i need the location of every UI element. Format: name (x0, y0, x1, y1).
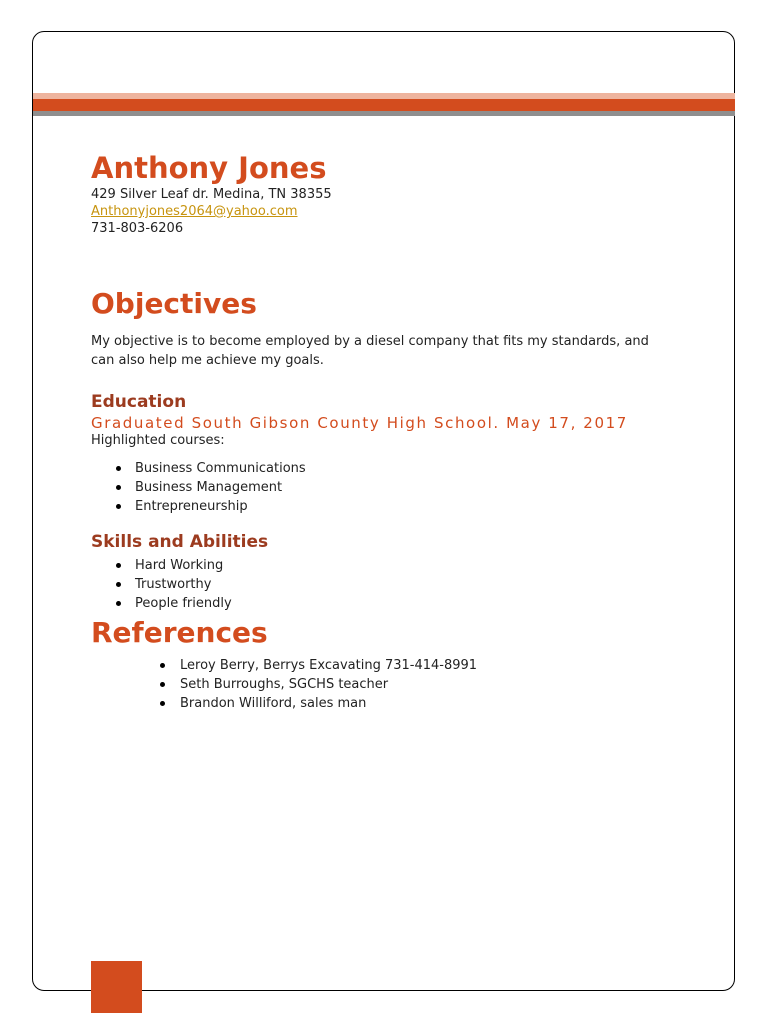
list-item (91, 575, 691, 594)
header-band-gray (33, 111, 735, 116)
references-list (91, 656, 691, 713)
list-item-text: Trustworthy (135, 577, 212, 592)
objectives-heading: Objectives (91, 287, 257, 320)
list-item (91, 675, 691, 694)
list-item-text: Brandon Williford, sales man (180, 696, 367, 711)
bullet-icon (160, 682, 165, 687)
list-item-text: People friendly (135, 596, 232, 611)
bullet-icon (116, 466, 121, 471)
bullet-icon (160, 701, 165, 706)
list-item (91, 556, 691, 575)
email-link[interactable]: Anthonyjones2064@yahoo.com (91, 204, 298, 219)
objective-text: My objective is to become employed by a diesel company that fits my standards, and can also help me achieve my goals. (91, 334, 649, 368)
list-item-text: Business Management (135, 480, 283, 495)
footer-accent-square (91, 961, 142, 1013)
list-item (91, 497, 691, 516)
bullet-icon (116, 563, 121, 568)
list-item (91, 459, 691, 478)
address-line: 429 Silver Leaf dr. Medina, TN 38355 (91, 187, 332, 202)
list-item (91, 656, 691, 675)
applicant-name: Anthony Jones (91, 151, 327, 185)
skills-heading: Skills and Abilities (91, 532, 269, 552)
school-line: Graduated South Gibson County High School. May 17, 2017 (91, 414, 628, 432)
courses-label: Highlighted courses: (91, 433, 225, 448)
list-item (91, 478, 691, 497)
bullet-icon (160, 663, 165, 668)
header-band-accent (33, 99, 735, 111)
list-item-text: Hard Working (135, 558, 224, 573)
resume-content (91, 150, 691, 713)
references-heading: References (91, 616, 268, 649)
education-heading: Education (91, 392, 187, 412)
bullet-icon (116, 601, 121, 606)
list-item-text: Business Communications (135, 461, 306, 476)
list-item (91, 694, 691, 713)
list-item (91, 594, 691, 613)
bullet-icon (116, 582, 121, 587)
list-item-text: Entrepreneurship (135, 499, 248, 514)
list-item-text: Seth Burroughs, SGCHS teacher (180, 677, 389, 692)
skills-list (91, 556, 691, 613)
phone-line: 731-803-6206 (91, 221, 184, 236)
courses-list (91, 459, 691, 516)
bullet-icon (116, 485, 121, 490)
list-item-text: Leroy Berry, Berrys Excavating 731-414-8991 (180, 658, 478, 673)
bullet-icon (116, 504, 121, 509)
